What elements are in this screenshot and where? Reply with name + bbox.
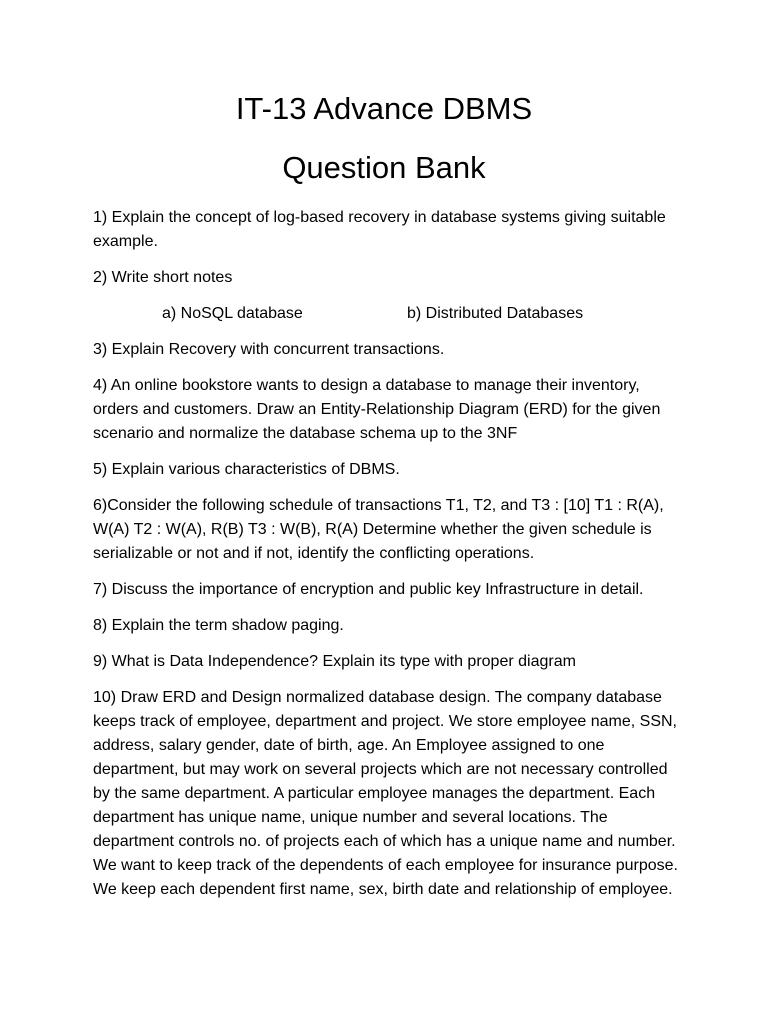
short-note-a: a) NoSQL database <box>162 305 303 322</box>
document-subtitle: Question Bank <box>282 150 486 185</box>
question-3: 3) Explain Recovery with concurrent transactions. <box>93 341 445 358</box>
course-title: IT-13 Advance DBMS <box>235 91 533 126</box>
question-6: 6)Consider the following schedule of transactions T1, T2, and T3 : [10] T1 : R(A), W(A) T2 : W(A), R(B) T3 : W(B), R(A) Determine whether the given schedule is serializable or not and if not, identify the conflicting operations. <box>93 497 664 562</box>
short-notes-options <box>93 302 685 326</box>
question-5: 5) Explain various characteristics of DBMS. <box>93 461 400 478</box>
question-10: 10) Draw ERD and Design normalized database design. The company database keeps track of employee, department and project. We store employee name, SSN, address, salary gender, date of birth, age. An Employee assigned to one department, but may work on several projects which are not necessary controlled by the same department. A particular employee manages the department. Each department has unique name, unique number and several locations. The department controls no. of projects each of which has a unique name and number. We want to keep track of the dependents of each employee for insurance purpose. We keep each dependent first name, sex, birth date and relationship of employee. <box>93 689 678 898</box>
question-4: 4) An online bookstore wants to design a database to manage their inventory, orders and customers. Draw an Entity-Relationship Diagram (ERD) for the given scenario and normalize the database schema up to the 3NF <box>93 377 661 442</box>
question-2: 2) Write short notes <box>93 269 233 286</box>
question-list <box>93 206 685 914</box>
question-1: 1) Explain the concept of log-based recovery in database systems giving suitable example. <box>93 209 666 250</box>
question-8: 8) Explain the term shadow paging. <box>93 617 344 634</box>
question-9: 9) What is Data Independence? Explain its type with proper diagram <box>93 653 576 670</box>
short-note-b: b) Distributed Databases <box>407 305 584 322</box>
question-7: 7) Discuss the importance of encryption and public key Infrastructure in detail. <box>93 581 644 598</box>
